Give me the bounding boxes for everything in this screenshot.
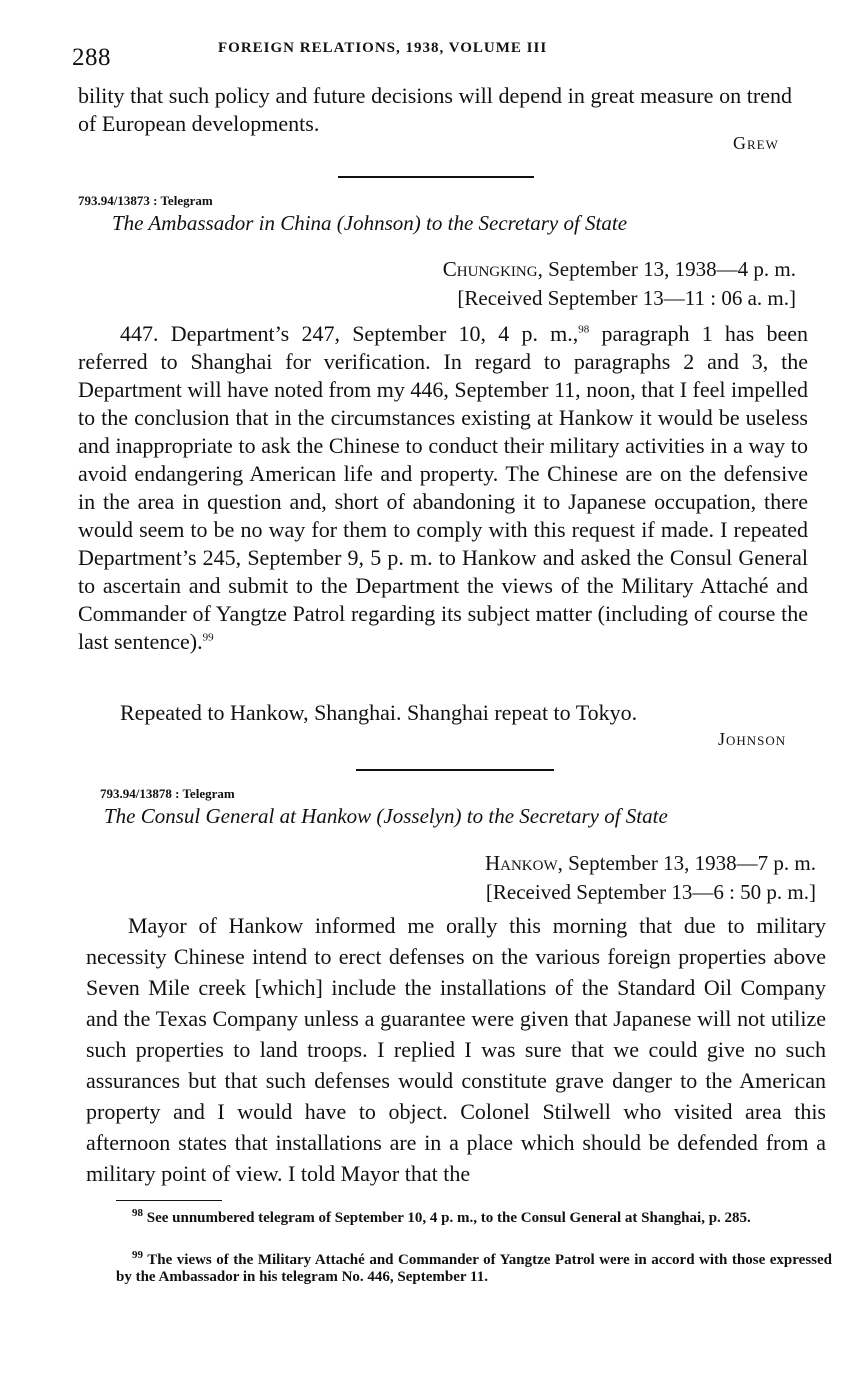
page-number: 288 xyxy=(72,44,111,71)
repeat-line: Repeated to Hankow, Shanghai. Shanghai repeat to Tokyo. xyxy=(120,700,638,725)
dateline-date: September 13, 1938—7 p. m. xyxy=(568,851,816,875)
dateline-place: Chungking, xyxy=(442,257,543,281)
running-head: FOREIGN RELATIONS, 1938, VOLUME III xyxy=(218,40,548,56)
received-note: [Received September 13—6 : 50 p. m.] xyxy=(485,880,816,904)
dateline xyxy=(320,849,816,907)
previous-document-text: bility that such policy and future decisions will depend in great measure on trend of European developments. xyxy=(78,83,792,136)
dateline-place: Hankow, xyxy=(484,851,563,875)
footnote-ref: 99 xyxy=(202,631,214,644)
document-heading: The Ambassador in China (Johnson) to the Secretary of State xyxy=(112,211,628,235)
signature-grew: Grew xyxy=(733,133,779,153)
footnote-rule xyxy=(116,1200,222,1201)
telegram-body-paragraph: 447. Department’s 247, September 10, 4 p. m.,$^{98}$ paragraph 1 has been referred to Shanghai for verification. In regard to paragraphs 2 and 3, the Department will have noted from my 446, September 11, noon, that I feel impelled to the conclusion that in the circumstances existing at Hankow it would be useless and inappropriate to ask the Chinese to conduct their military activities in a way to avoid endangering American life and property. The Chinese are on the defensive in the area in question and, short of abandoning it to Japanese occupation, there would seem to be no way for them to comply with this request if made. I repeated Department’s 245, September 9, 5 p. m. to Hankow and asked the Consul General to ascertain and submit to the Department the views of the Military Attaché and Commander of Yangtze Patrol regarding its subject matter (including of course the last sentence).$^{99}$ xyxy=(78,321,808,654)
footnote: $^{98}$ See unnumbered telegram of September 10, 4 p. m., to the Consul General at Shanghai, p. 285. xyxy=(132,1207,751,1226)
file-number: 793.94/13873 : Telegram xyxy=(78,193,213,208)
dateline xyxy=(300,255,796,313)
received-note: [Received September 13—11 : 06 a. m.] xyxy=(457,286,796,310)
signature-johnson: Johnson xyxy=(718,729,787,749)
telegram-body-paragraph: Mayor of Hankow informed me orally this morning that due to military necessity Chinese intend to erect defenses on the various foreign properties above Seven Mile creek [which] include the installations of the Standard Oil Company and the Texas Company unless a guarantee were given that Japanese will not utilize such properties to land troops. I replied I was sure that we could give no such assurances but that such defenses would constitute grave danger to the American property and I would have to object. Colonel Stilwell who visited area this afternoon states that installations are in a place which should be defended from a military point of view. I told Mayor that the xyxy=(86,913,826,1186)
section-divider xyxy=(356,769,554,771)
footnote-ref: 98 xyxy=(578,323,590,336)
footnote: $^{99}$ The views of the Military Attaché and Commander of Yangtze Patrol were in accord with those expressed by the Ambassador in his telegram No. 446, September 11. xyxy=(116,1249,832,1285)
dateline-date: September 13, 1938—4 p. m. xyxy=(548,257,796,281)
file-number: 793.94/13878 : Telegram xyxy=(100,786,235,801)
document-heading: The Consul General at Hankow (Josselyn) to the Secretary of State xyxy=(104,804,668,828)
section-divider xyxy=(338,176,534,178)
